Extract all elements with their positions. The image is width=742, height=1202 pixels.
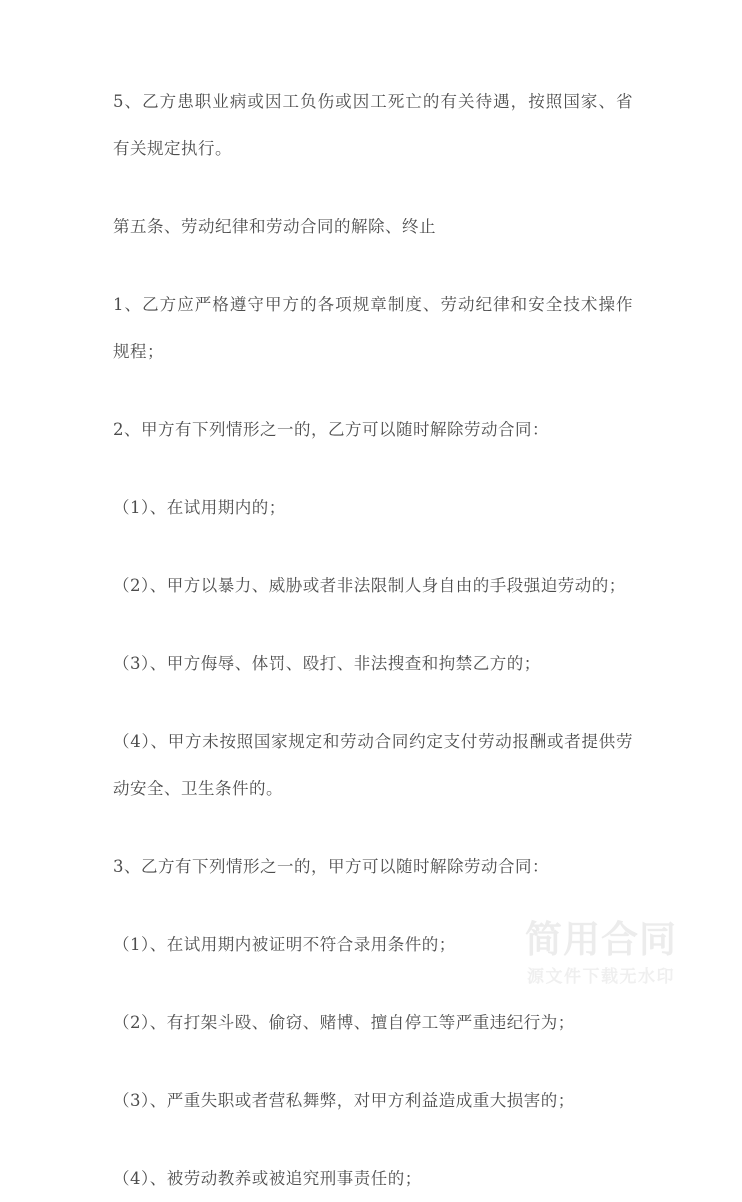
list-item: （4）、被劳动教养或被追究刑事责任的； <box>113 1169 422 1188</box>
watermark-subtitle: 源文件下载无水印 <box>527 967 675 987</box>
list-item: （1）、在试用期内的； <box>113 498 286 517</box>
paragraph: 3、乙方有下列情形之一的，甲方可以随时解除劳动合同： <box>113 857 549 876</box>
paragraph: 1、乙方应严格遵守甲方的各项规章制度、劳动纪律和安全技术操作规程； <box>113 295 633 361</box>
list-item: （3）、严重失职或者营私舞弊，对甲方利益造成重大损害的； <box>113 1091 575 1110</box>
section-heading-article-five: 第五条、劳动纪律和劳动合同的解除、终止 <box>113 217 436 236</box>
paragraph: 2、甲方有下列情形之一的，乙方可以随时解除劳动合同： <box>113 420 549 439</box>
document-body <box>113 78 633 1202</box>
watermark-brand: 简用合同 <box>525 918 677 961</box>
list-item: （2）、有打架斗殴、偷窃、赌博、擅自停工等严重违纪行为； <box>113 1013 575 1032</box>
paragraph: 5、乙方患职业病或因工负伤或因工死亡的有关待遇，按照国家、省有关规定执行。 <box>113 92 633 158</box>
list-item: （2）、甲方以暴力、威胁或者非法限制人身自由的手段强迫劳动的； <box>113 576 626 595</box>
list-item: （3）、甲方侮辱、体罚、殴打、非法搜查和拘禁乙方的； <box>113 654 541 673</box>
list-item: （4）、甲方未按照国家规定和劳动合同约定支付劳动报酬或者提供劳动安全、卫生条件的。 <box>113 732 633 798</box>
list-item: （1）、在试用期内被证明不符合录用条件的； <box>113 935 456 954</box>
